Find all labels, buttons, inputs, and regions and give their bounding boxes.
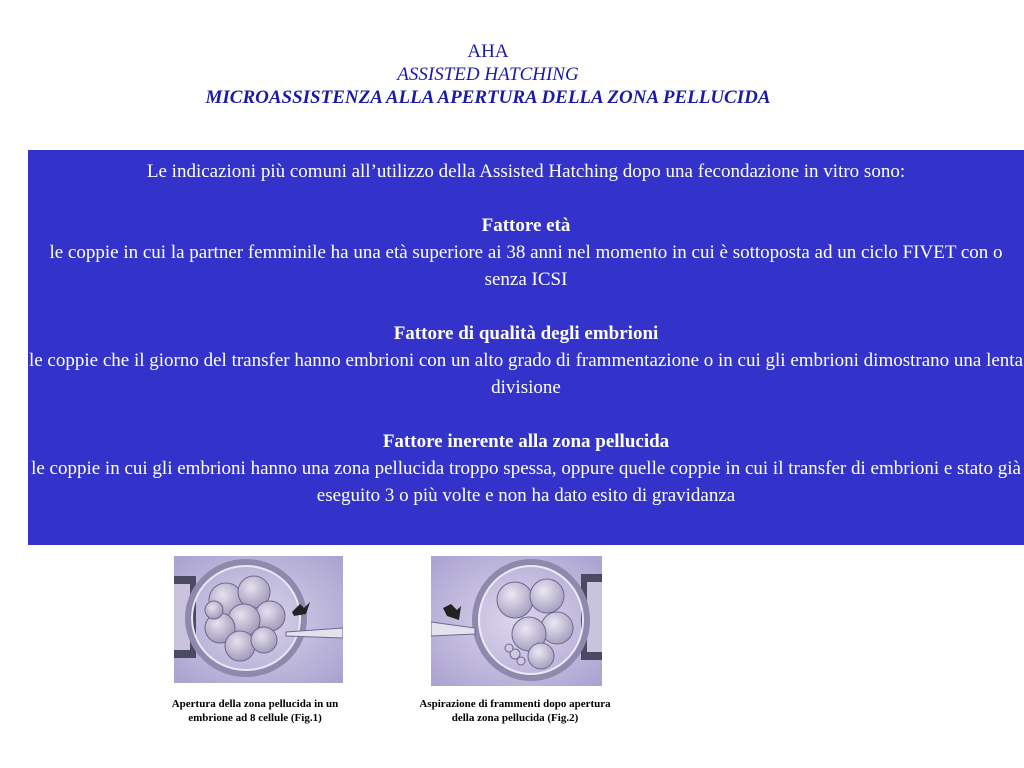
section-heading-embryo-quality: Fattore di qualità degli embrioni <box>393 323 659 344</box>
figure-1-caption-line-1: Apertura della zona pellucida in un <box>171 698 339 710</box>
indications-panel <box>28 150 1024 545</box>
figure-1-image <box>174 556 343 683</box>
slide-title <box>0 40 976 109</box>
figure-2-caption-line-2: della zona pellucida (Fig.2) <box>451 712 579 724</box>
figure-1-caption <box>150 697 360 725</box>
figure-2-image <box>431 556 602 686</box>
title-subtitle: MICROASSISTENZA ALLA APERTURA DELLA ZONA PELLUCIDA <box>205 87 771 108</box>
section-body-embryo-quality: le coppie che il giorno del transfer hanno embrioni con un alto grado di frammentazione o in cui gli embrioni dimostrano una lenta divisione <box>28 350 1024 398</box>
section-heading-zona-pellucida: Fattore inerente alla zona pellucida <box>382 431 670 452</box>
figure-2-caption-line-1: Aspirazione di frammenti dopo apertura <box>419 698 611 710</box>
panel-intro: Le indicazioni più comuni all’utilizzo della Assisted Hatching dopo una fecondazione in vitro sono: <box>146 161 906 182</box>
title-acronym: AHA <box>467 41 509 62</box>
title-name: ASSISTED HATCHING <box>397 64 579 85</box>
section-body-age: le coppie in cui la partner femminile ha una età superiore ai 38 anni nel momento in cui è sottoposta ad un ciclo FIVET con o senza ICSI <box>49 242 1003 290</box>
section-body-zona-pellucida: le coppie in cui gli embrioni hanno una zona pellucida troppo spessa, oppure quelle coppie in cui il transfer di embrioni e stato già eseguito 3 o più volte e non ha dato esito di gravidanza <box>31 458 1021 506</box>
figure-1-caption-line-2: embrione ad 8 cellule (Fig.1) <box>188 712 322 724</box>
figure-2-caption <box>405 697 625 725</box>
section-heading-age: Fattore età <box>481 215 571 236</box>
